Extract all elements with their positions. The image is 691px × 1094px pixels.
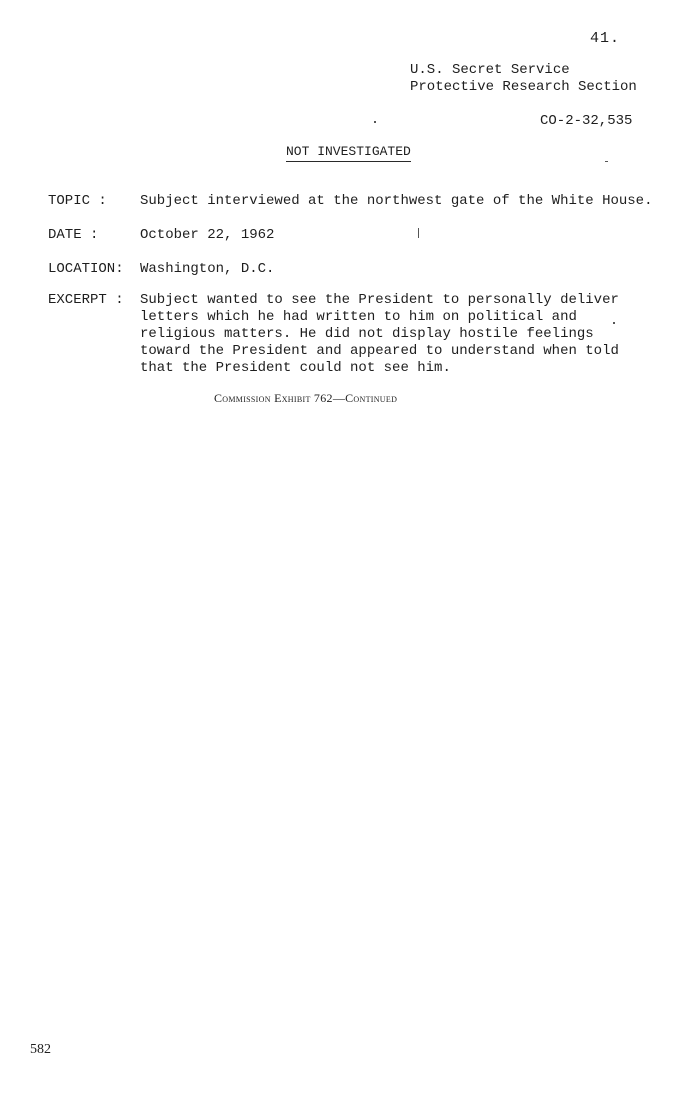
date-label: DATE :: [48, 227, 99, 243]
topic-value: Subject interviewed at the northwest gate of the White House.: [140, 193, 653, 209]
investigation-status: NOT INVESTIGATED: [286, 144, 411, 162]
scan-speck: [374, 121, 376, 123]
excerpt-label: EXCERPT :: [48, 292, 124, 308]
file-number: CO-2-32,535: [540, 113, 633, 129]
excerpt-row: [48, 292, 619, 377]
topic-row: [48, 193, 652, 210]
location-value: Washington, D.C.: [140, 261, 275, 277]
date-value: October 22, 1962: [140, 227, 275, 243]
scan-speck: [613, 322, 615, 324]
location-label: LOCATION:: [48, 261, 124, 277]
agency-section: Protective Research Section: [410, 79, 637, 95]
topic-label: TOPIC :: [48, 193, 107, 209]
scan-speck: [605, 161, 608, 162]
date-row: [48, 227, 274, 244]
location-row: [48, 261, 274, 278]
page-number: 41.: [590, 30, 621, 47]
agency-block: [410, 62, 637, 96]
excerpt-value: Subject wanted to see the President to personally deliver letters which he had written to him on political and religious matters. He did not display hostile feelings toward the President and appeared to understand when told that the President could not see him.: [140, 292, 619, 376]
scan-speck: [418, 228, 419, 238]
footer-page-number: 582: [30, 1042, 51, 1057]
agency-name: U.S. Secret Service: [410, 62, 570, 78]
exhibit-caption: Commission Exhibit 762—Continued: [214, 391, 398, 405]
